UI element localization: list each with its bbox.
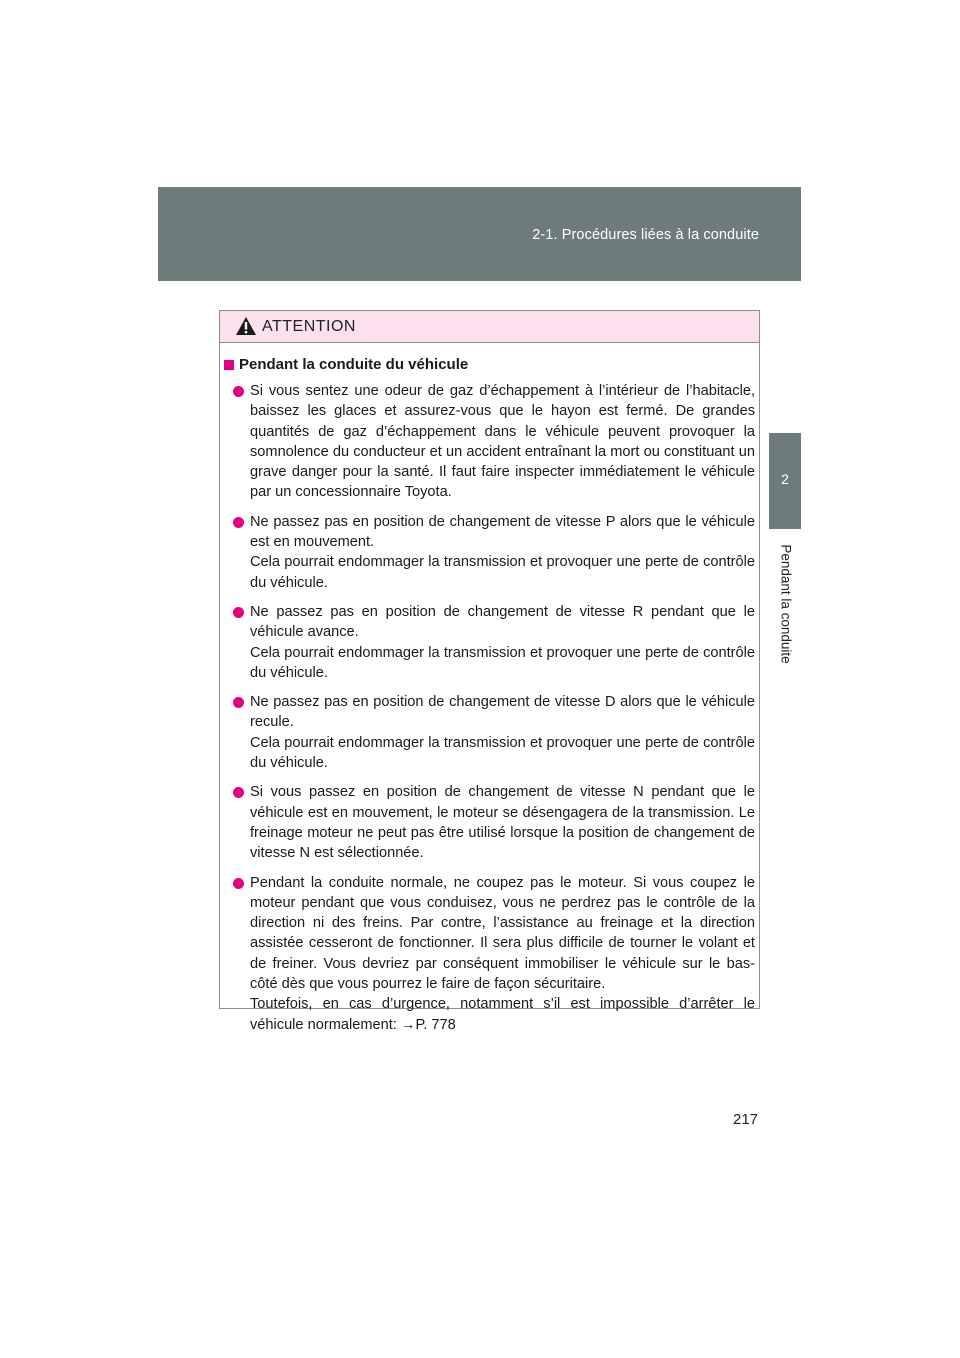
warning-body [220, 343, 759, 1035]
warning-box [219, 310, 760, 1033]
item-text: Toutefois, en cas d’urgence, notamment s’il est impossible d’arrêter le véhicule normalement: →P. 778 [250, 996, 755, 1033]
bullet-icon [233, 878, 244, 889]
item-text: Si vous passez en position de changement de vitesse N pendant que le véhicule est en mouvement, le moteur se désengagera de la transmission. Le freinage moteur ne peut pas être utilisé lorsque la position de changement de vitesse N est sélectionnée. [250, 784, 755, 862]
bullet-icon [233, 787, 244, 798]
item-text: Si vous sentez une odeur de gaz d’échappement à l’intérieur de l’habitacle, baissez les glaces et assurez-vous que le hayon est fermé. De grandes quantités de gaz d’échappement dans le véhicule peuvent provoquer la somnolence du conducteur et un accident entraînant la mort ou constituant un grave danger pour la santé. Il faut faire inspecter immédiatement le véhicule par un concessionnaire Toyota. [250, 383, 755, 501]
item-text: Cela pourrait endommager la transmission et provoquer une perte de contrôle du véhicule. [250, 554, 755, 591]
section-heading [224, 355, 755, 375]
item-text: Cela pourrait endommager la transmission et provoquer une perte de contrôle du véhicule. [250, 644, 755, 681]
list-item [224, 873, 755, 1035]
item-text: Ne passez pas en position de changement de vitesse D alors que le véhicule recule. [250, 694, 755, 731]
warning-triangle-icon [235, 316, 257, 336]
chapter-number: 2 [781, 471, 789, 487]
chapter-label: Pendant la conduite [778, 544, 794, 664]
item-text: Ne passez pas en position de changement de vitesse R pendant que le véhicule avance. [250, 603, 755, 641]
list-item [224, 381, 755, 503]
bullet-icon [233, 386, 244, 397]
warning-header [220, 311, 759, 343]
header-band [158, 187, 801, 281]
item-text: Pendant la conduite normale, ne coupez pas le moteur. Si vous coupez le moteur pendant que vous conduisez, vous ne perdrez pas le contrôle de la direction ni des freins. Par contre, l’assistance au freinage et la direction assistée cesseront de fonctionner. Il sera plus difficile de tourner le volant et de freiner. Vous devriez par conséquent immobiliser le véhicule sur le bas-côté dès que vous pourrez le faire de façon sécuritaire. [250, 874, 755, 993]
bullet-icon [233, 607, 244, 618]
section-title: 2-1. Procédures liées à la conduite [532, 227, 759, 243]
list-item [224, 512, 755, 593]
list-item [224, 692, 755, 773]
section-heading-text: Pendant la conduite du véhicule [239, 356, 469, 373]
list-item [224, 782, 755, 863]
warning-title: ATTENTION [262, 318, 356, 335]
chapter-tab [769, 433, 801, 529]
page-number: 217 [733, 1111, 759, 1128]
bullet-icon [233, 517, 244, 528]
bullet-icon [233, 697, 244, 708]
list-item [224, 602, 755, 683]
item-text: Cela pourrait endommager la transmission et provoquer une perte de contrôle du véhicule. [250, 734, 755, 772]
square-bullet-icon [224, 360, 234, 370]
item-text: Ne passez pas en position de changement de vitesse P alors que le véhicule est en mouvement. [250, 513, 755, 551]
